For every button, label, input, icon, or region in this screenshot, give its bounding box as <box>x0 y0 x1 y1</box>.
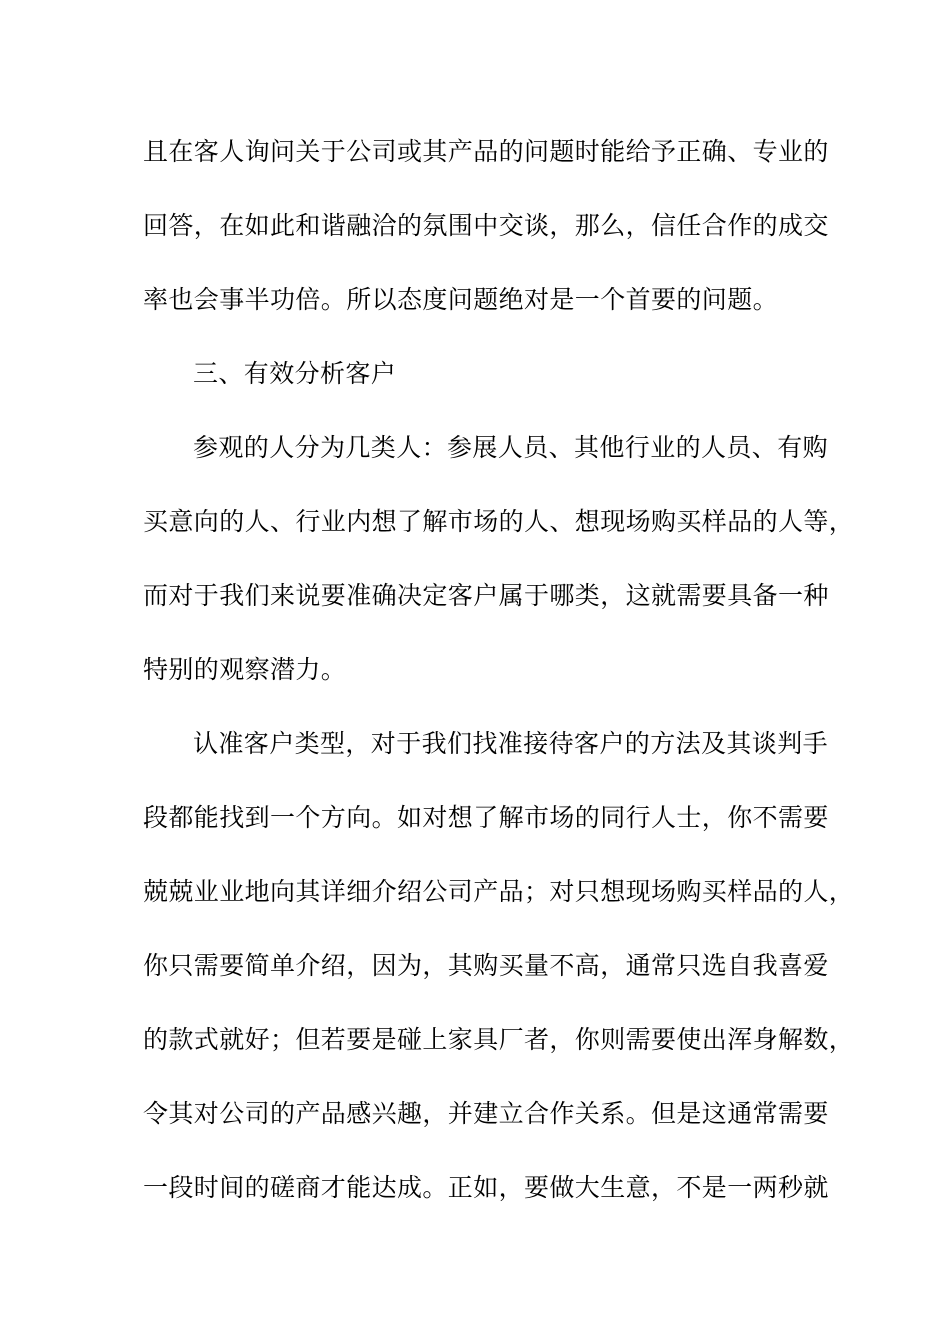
paragraph-line: 兢兢业业地向其详细介绍公司产品；对只想现场购买样品的人， <box>143 877 855 906</box>
paragraph-line: 令其对公司的产品感兴趣，并建立合作关系。但是这通常需要 <box>143 1099 829 1128</box>
paragraph-line: 而对于我们来说要准确决定客户属于哪类，这就需要具备一种 <box>143 581 829 610</box>
paragraph-line: 的款式就好；但若要是碰上家具厂者，你则需要使出浑身解数， <box>143 1025 855 1054</box>
paragraph-line: 特别的观察潜力。 <box>143 655 347 684</box>
paragraph-line: 回答，在如此和谐融洽的氛围中交谈，那么，信任合作的成交 <box>143 211 829 240</box>
paragraph-line: 你只需要简单介绍，因为，其购买量不高，通常只选自我喜爱 <box>143 951 829 980</box>
paragraph-line: 一段时间的磋商才能达成。正如，要做大生意，不是一两秒就 <box>143 1173 829 1202</box>
paragraph-line: 参观的人分为几类人：参展人员、其他行业的人员、有购 <box>193 433 829 462</box>
paragraph-line: 认准客户类型，对于我们找准接待客户的方法及其谈判手 <box>193 729 829 758</box>
paragraph-line: 率也会事半功倍。所以态度问题绝对是一个首要的问题。 <box>143 285 779 314</box>
paragraph-line: 且在客人询问关于公司或其产品的问题时能给予正确、专业的 <box>143 137 829 166</box>
paragraph-line: 段都能找到一个方向。如对想了解市场的同行人士，你不需要 <box>143 803 829 832</box>
section-heading: 三、有效分析客户 <box>193 359 397 388</box>
paragraph-line: 买意向的人、行业内想了解市场的人、想现场购买样品的人等， <box>143 507 855 536</box>
